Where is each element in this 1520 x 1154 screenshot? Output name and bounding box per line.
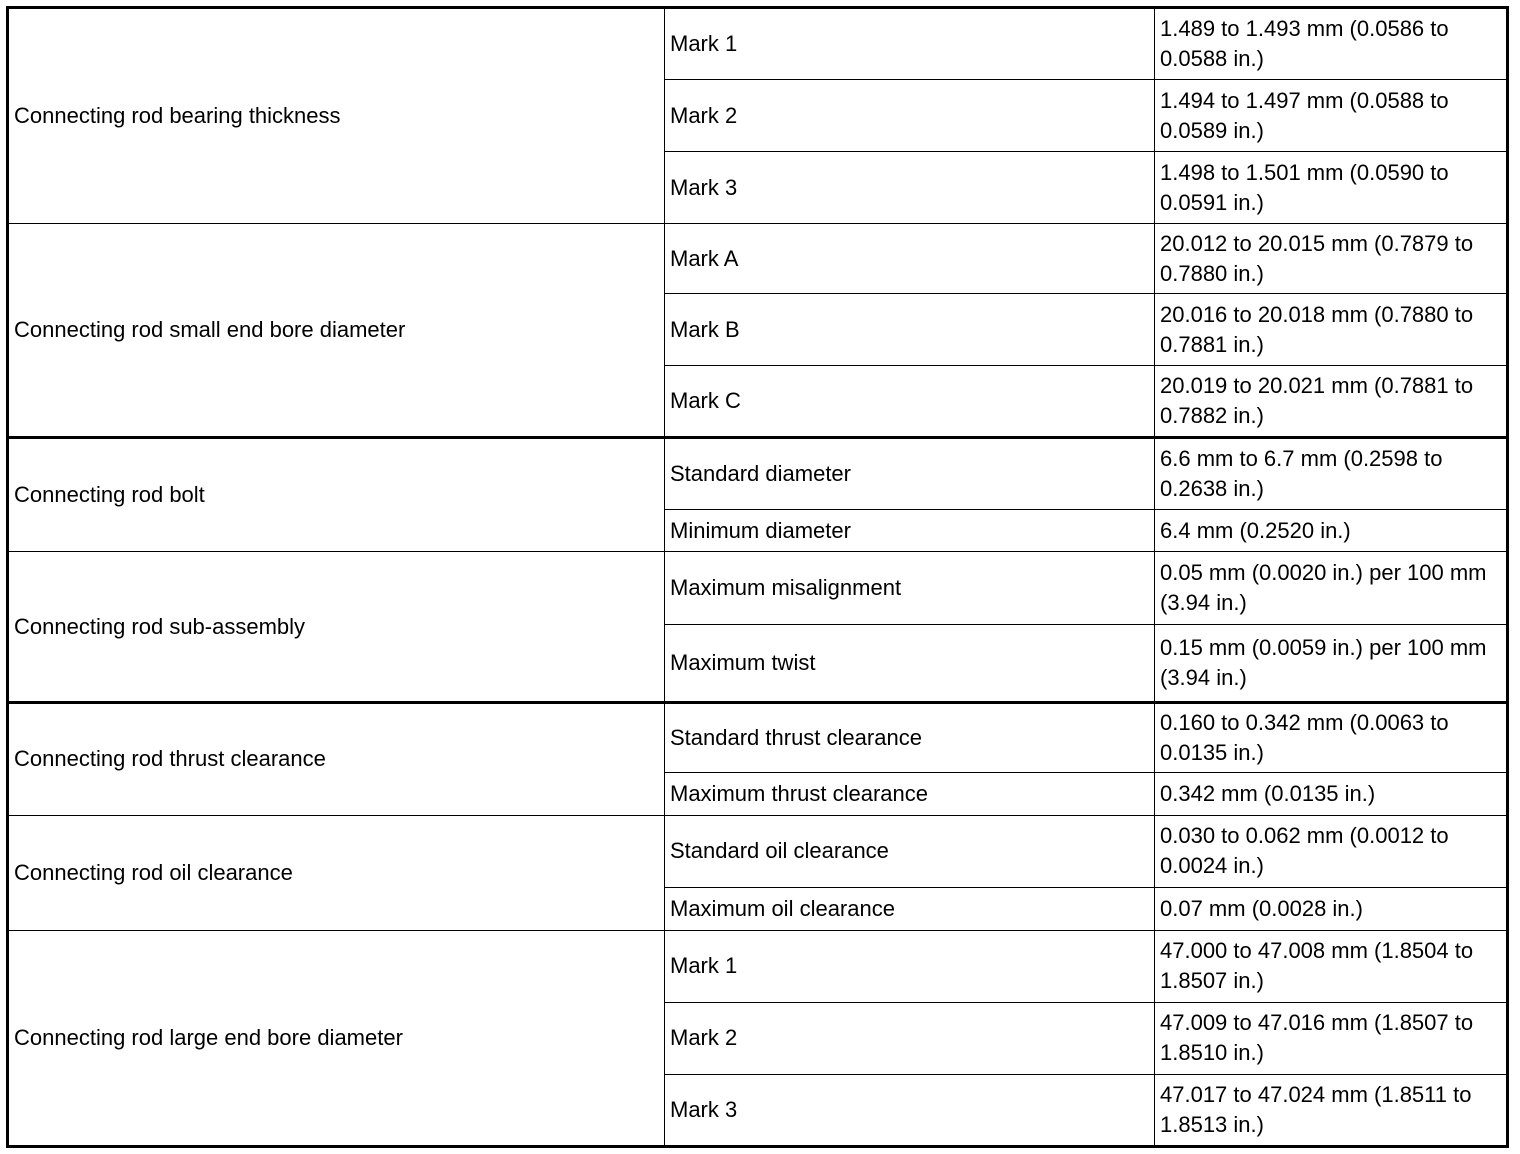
specification-table: [6, 6, 1509, 1148]
spec-value: 20.016 to 20.018 mm (0.7880 to 0.7881 in.): [1155, 294, 1508, 366]
spec-condition: Minimum diameter: [665, 510, 1155, 552]
spec-value: 1.489 to 1.493 mm (0.0586 to 0.0588 in.): [1155, 8, 1508, 80]
spec-condition: Maximum thrust clearance: [665, 772, 1155, 815]
spec-value: 47.000 to 47.008 mm (1.8504 to 1.8507 in.): [1155, 930, 1508, 1002]
spec-condition: Maximum oil clearance: [665, 887, 1155, 930]
spec-value: 0.342 mm (0.0135 in.): [1155, 772, 1508, 815]
spec-item-label: Connecting rod bolt: [8, 438, 665, 552]
spec-condition: Standard diameter: [665, 438, 1155, 510]
spec-value: 20.019 to 20.021 mm (0.7881 to 0.7882 in.): [1155, 366, 1508, 438]
spec-condition: Mark 3: [665, 152, 1155, 224]
table-row: [8, 224, 1508, 294]
spec-condition: Mark 1: [665, 8, 1155, 80]
spec-condition: Mark C: [665, 366, 1155, 438]
spec-value: 6.6 mm to 6.7 mm (0.2598 to 0.2638 in.): [1155, 438, 1508, 510]
spec-condition: Mark 1: [665, 930, 1155, 1002]
spec-value: 47.017 to 47.024 mm (1.8511 to 1.8513 in.): [1155, 1074, 1508, 1146]
table-row: [8, 8, 1508, 80]
spec-condition: Mark 2: [665, 80, 1155, 152]
spec-condition: Standard oil clearance: [665, 815, 1155, 887]
spec-value: 20.012 to 20.015 mm (0.7879 to 0.7880 in.): [1155, 224, 1508, 294]
table-row: [8, 815, 1508, 887]
spec-condition: Maximum twist: [665, 624, 1155, 702]
spec-item-label: Connecting rod sub-assembly: [8, 552, 665, 702]
spec-value: 1.498 to 1.501 mm (0.0590 to 0.0591 in.): [1155, 152, 1508, 224]
spec-item-label: Connecting rod thrust clearance: [8, 702, 665, 815]
spec-item-label: Connecting rod small end bore diameter: [8, 224, 665, 438]
spec-value: 0.05 mm (0.0020 in.) per 100 mm (3.94 in.): [1155, 552, 1508, 624]
spec-condition: Standard thrust clearance: [665, 702, 1155, 772]
spec-value: 1.494 to 1.497 mm (0.0588 to 0.0589 in.): [1155, 80, 1508, 152]
spec-item-label: Connecting rod oil clearance: [8, 815, 665, 930]
spec-value: 6.4 mm (0.2520 in.): [1155, 510, 1508, 552]
spec-condition: Mark A: [665, 224, 1155, 294]
spec-value: 0.160 to 0.342 mm (0.0063 to 0.0135 in.): [1155, 702, 1508, 772]
table-row: [8, 438, 1508, 510]
spec-condition: Mark 2: [665, 1002, 1155, 1074]
spec-value: 0.07 mm (0.0028 in.): [1155, 887, 1508, 930]
spec-item-label: Connecting rod large end bore diameter: [8, 930, 665, 1146]
spec-item-label: Connecting rod bearing thickness: [8, 8, 665, 224]
spec-condition: Mark 3: [665, 1074, 1155, 1146]
spec-value: 0.15 mm (0.0059 in.) per 100 mm (3.94 in.): [1155, 624, 1508, 702]
spec-condition: Maximum misalignment: [665, 552, 1155, 624]
spec-value: 47.009 to 47.016 mm (1.8507 to 1.8510 in.): [1155, 1002, 1508, 1074]
table-row: [8, 702, 1508, 772]
table-row: [8, 930, 1508, 1002]
spec-condition: Mark B: [665, 294, 1155, 366]
table-row: [8, 552, 1508, 624]
spec-value: 0.030 to 0.062 mm (0.0012 to 0.0024 in.): [1155, 815, 1508, 887]
